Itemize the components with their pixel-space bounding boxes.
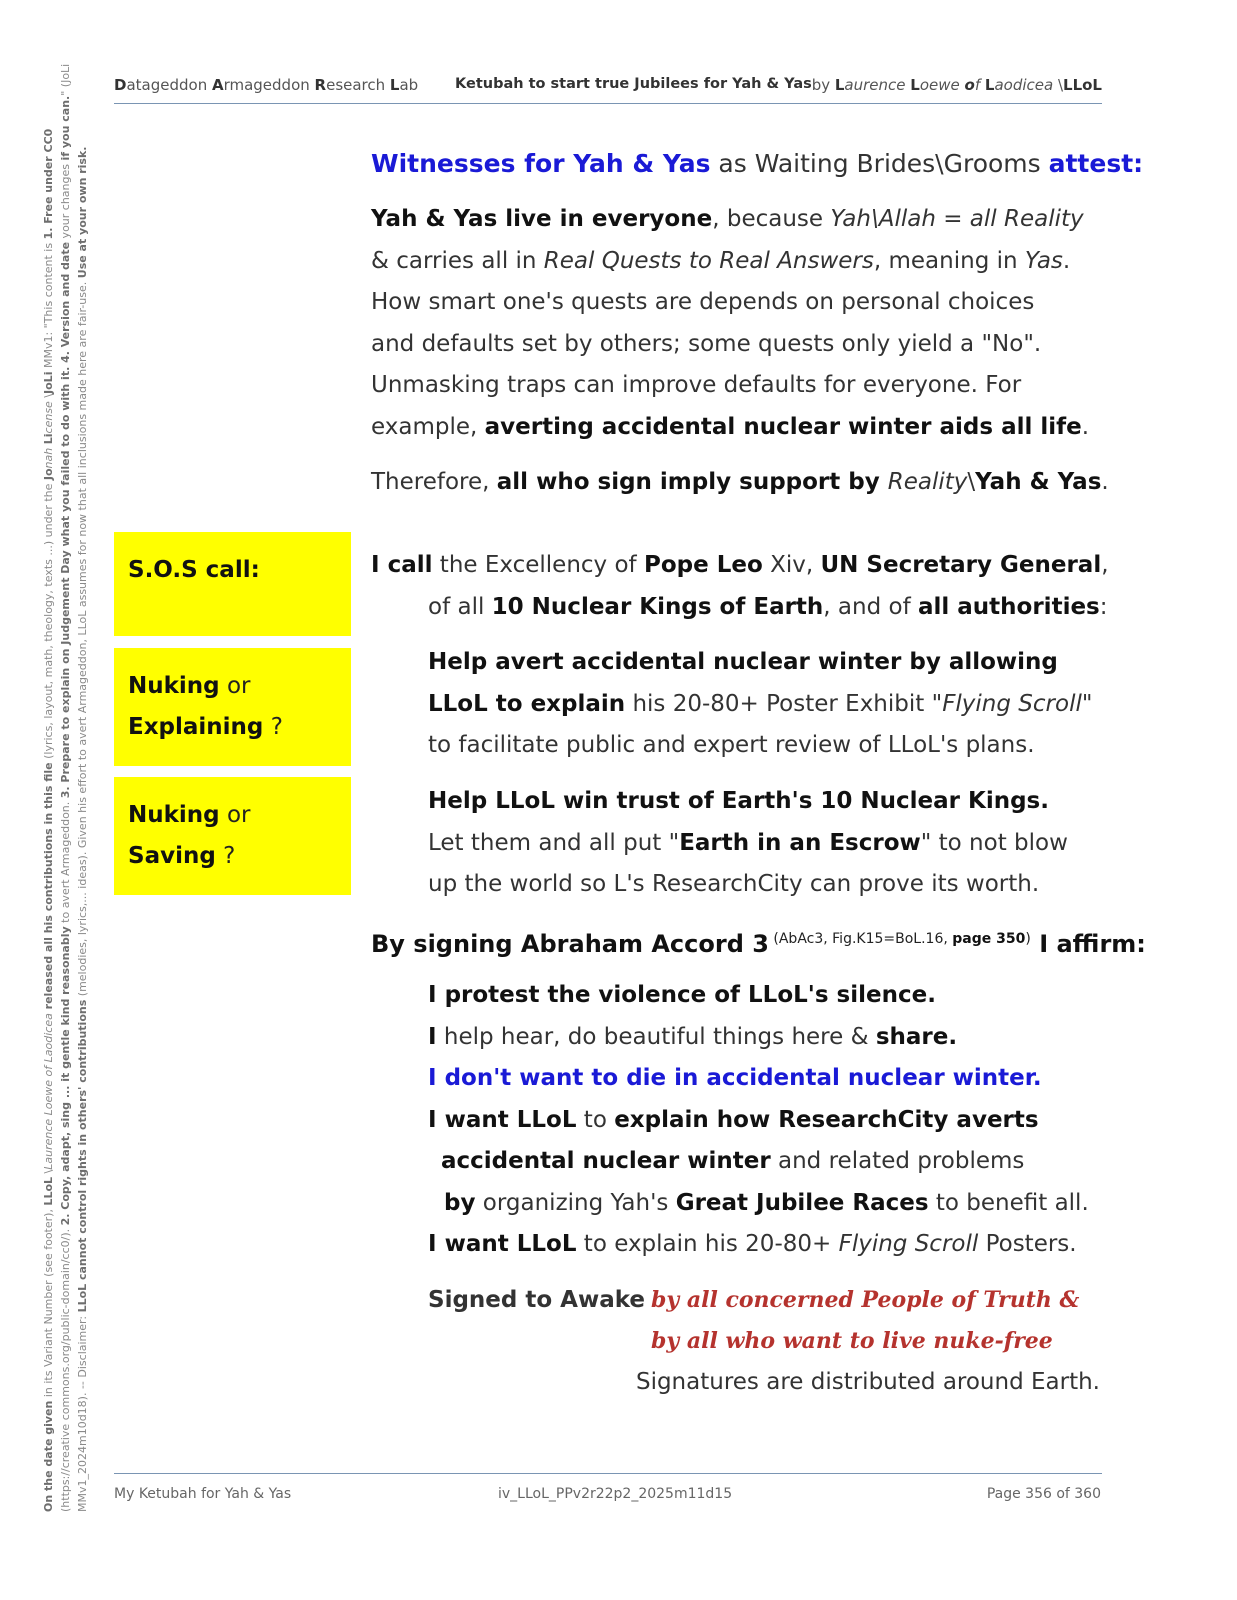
footer-rule <box>114 1473 1102 1474</box>
header-doc-title: Ketubah to start true Jubilees for Yah & Yas <box>455 76 812 92</box>
header-author: by Laurence Loewe of Laodicea \LLoL <box>811 76 1102 94</box>
sos-call-box: S.O.S call: <box>114 532 351 636</box>
witness-heading: Witnesses for Yah & Yas as Waiting Brides\Grooms attest: <box>371 149 1144 178</box>
header-lab-name: Datageddon Armageddon Research Lab <box>114 76 419 94</box>
affirmations: I protest the violence of LLoL's silence. I help hear, do beautiful things here & share. I don't want to die in accidental nuclear winter. I want LLoL to explain how ResearchCity averts accidental nuclear winter and related problems by organizing Yah's Great Jubilee Races to benefit all. I want LLoL to explain his 20-80+ Flying Scroll Posters. <box>428 982 1089 1257</box>
footer-page-number: Page 356 of 360 <box>986 1486 1101 1502</box>
therefore-line: Therefore, all who sign imply support by Reality\Yah & Yas. <box>371 469 1109 495</box>
signatures-distributed: Signatures are distributed around Earth. <box>635 1369 1100 1395</box>
signed-by-line-1: by all concerned People of Truth & <box>651 1287 1080 1313</box>
license-sidebar: On the date given in its Variant Number (see footer), LLoL \Laurence Loewe of Laodicea released all his contributions in this file (lyrics, layout, math, theology, texts ...) under the Jonah License \JoLi MMv1: "This content is 1. Free under CC0 (https://creative commons.org/public-domain/cc0/). 2. Copy, adapt, sing ... it gentle kind reasonably to avert Armageddon. 3. Prepare to explain on Judgement Day what you failed to do with it. 4. Version and date your changes if you can." (JoLi MMv1_2024m10d18). -- Disclaimer: LLoL cannot control rights in others' contributions (melodies, lyrics,... ideas). Given his effort to avert Armageddon, LLoL assumes for now that all inclusions made here are fair-use. Use at your own risk. <box>42 63 89 1512</box>
footer-version: iv_LLoL_PPv2r22p2_2025m11d15 <box>498 1486 733 1502</box>
accord-line: By signing Abraham Accord 3 $^{(AbAc3, Fig.K15=BoL.16, page 350)}$ I affirm: <box>371 930 1146 958</box>
nuking-saving-box: Nuking or Saving ? <box>114 777 351 895</box>
header-rule <box>114 103 1102 104</box>
help-trust-paragraph: Help LLoL win trust of Earth's 10 Nuclear Kings. Let them and all put "Earth in an Escrow" to not blow up the world so L's ResearchCity can prove its worth. <box>428 788 1068 897</box>
signed-label: Signed to Awake <box>428 1287 646 1313</box>
signed-by-line-2: by all who want to live nuke-free <box>651 1328 1053 1354</box>
footer-left: My Ketubah for Yah & Yas <box>114 1486 292 1502</box>
intro-paragraph: Yah & Yas live in everyone, because Yah\Allah = all Reality & carries all in Real Quests to Real Answers, meaning in Yas. How smart one's quests are depends on personal choices and defaults set by others; some quests only yield a "No". Unmasking traps can improve defaults for everyone. For example, averting accidental nuclear winter aids all life. <box>371 206 1090 440</box>
help-explain-paragraph: Help avert accidental nuclear winter by allowing LLoL to explain his 20-80+ Poster Exhibit "Flying Scroll" to facilitate public and expert review of LLoL's plans. <box>428 649 1093 758</box>
nuking-explaining-box: Nuking or Explaining ? <box>114 648 351 766</box>
call-line-2: of all 10 Nuclear Kings of Earth, and of all authorities: <box>428 594 1108 620</box>
call-line-1: I call the Excellency of Pope Leo Xiv, UN Secretary General, <box>371 552 1109 578</box>
